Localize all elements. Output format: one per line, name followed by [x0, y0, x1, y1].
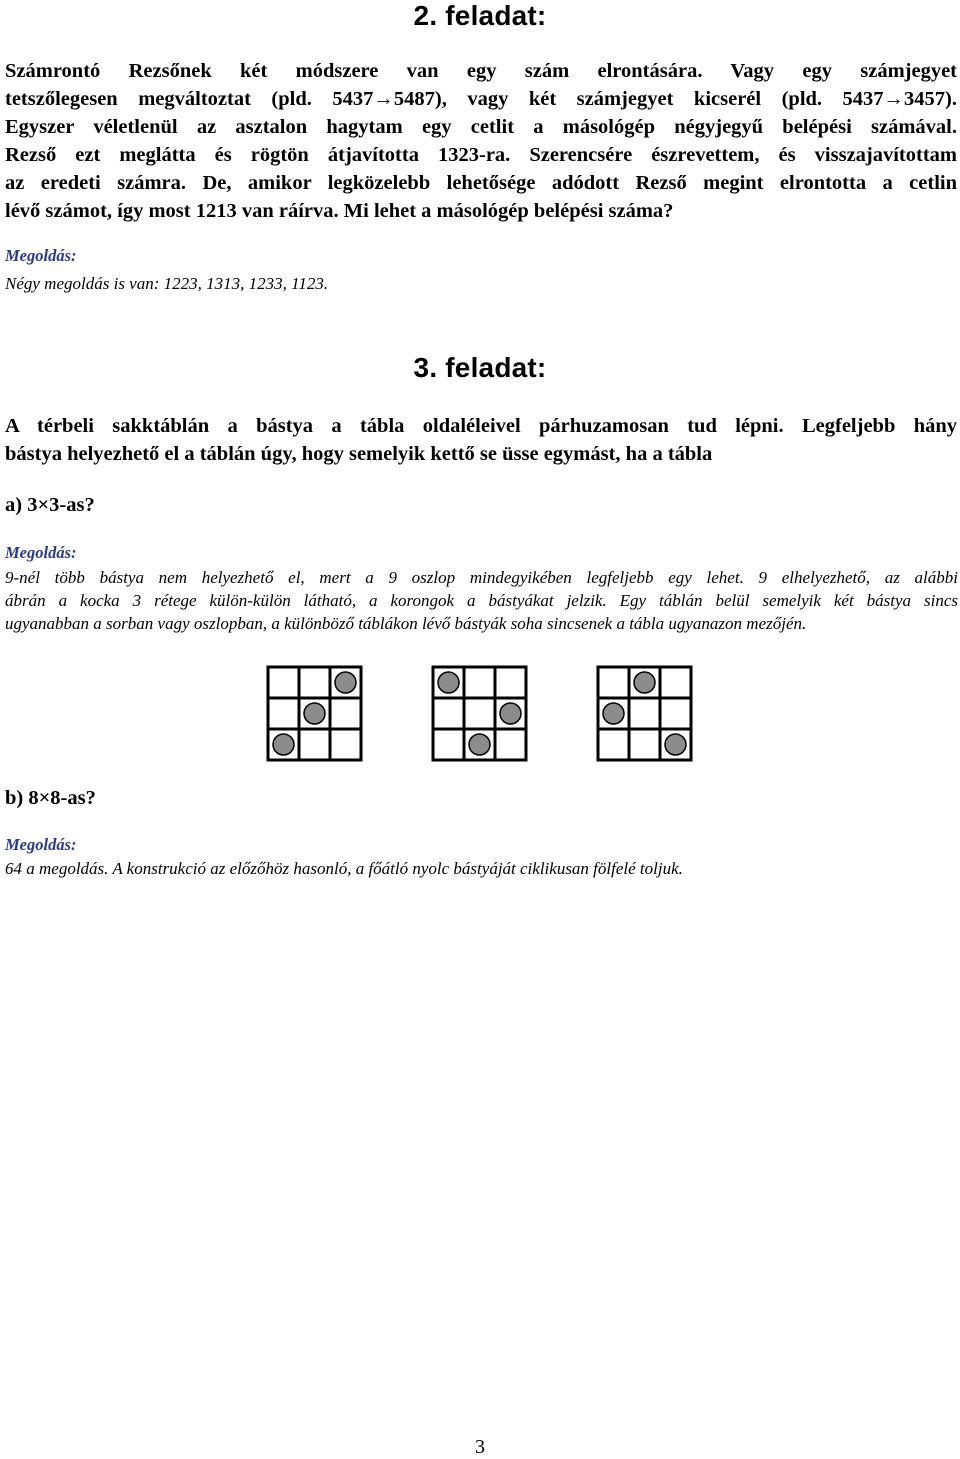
rook-piece — [335, 672, 356, 693]
part-a-solution-line: 9-nél több bástya nem helyezhető el, mert a 9 oszlop mindegyikében legfeljebb egy lehet. 9 elhelyezhető, az alábbi — [5, 568, 958, 587]
board-cell — [299, 729, 330, 760]
board-cell — [495, 667, 526, 698]
task2-line: lévő számot, így most 1213 van ráírva. Mi lehet a másológép belépési száma? — [5, 200, 674, 222]
layer-board-2 — [433, 667, 526, 760]
task3-line: bástya helyezhető el a táblán úgy, hogy semelyik kettő se üsse egymást, ha a tábla — [5, 443, 713, 465]
board-cell — [330, 698, 361, 729]
rook-piece — [438, 672, 459, 693]
task2-line: Egyszer véletlenül az asztalon hagytam egy cetlit a másológép négyjegyű belépési számával. — [5, 116, 957, 138]
board-cell — [433, 698, 464, 729]
part-b-question: b) 8×8-as? — [5, 787, 96, 809]
board-cell — [464, 698, 495, 729]
board-cell — [660, 698, 691, 729]
part-b-solution: 64 a megoldás. A konstrukció az előzőhöz hasonló, a főátló nyolc bástyáját ciklikusan fölfelé toljuk. — [5, 859, 683, 878]
task3-title: 3. feladat: — [413, 352, 547, 383]
task2-solution: Négy megoldás is van: 1223, 1313, 1233, 1123. — [5, 274, 329, 293]
part-a-solution-line: ábrán a kocka 3 rétege külön-külön látható, a korongok a bástyákat jelzik. Egy táblán belül semelyik két bástya sincs — [5, 591, 958, 610]
part-a-solution-label: Megoldás: — [5, 543, 77, 562]
rook-piece — [634, 672, 655, 693]
task2-line: tetszőlegesen megváltoztat (pld. 5437→5487), vagy két számjegyet kicserél (pld. 5437→3457). — [5, 88, 957, 110]
rook-piece — [273, 734, 294, 755]
rook-piece — [469, 734, 490, 755]
task2-solution-label: Megoldás: — [5, 246, 77, 265]
board-cell — [433, 729, 464, 760]
task3-line: A térbeli sakktáblán a bástya a tábla oldaléleivel párhuzamosan tud lépni. Legfeljebb hány — [5, 415, 957, 437]
board-cell — [495, 729, 526, 760]
task2-line: Rezső ezt meglátta és rögtön átjavította 1323-ra. Szerencsére észrevettem, és visszajavítottam — [5, 144, 957, 166]
board-cell — [660, 667, 691, 698]
rook-piece — [665, 734, 686, 755]
board-cell — [464, 667, 495, 698]
board-cell — [629, 729, 660, 760]
board-cell — [330, 729, 361, 760]
task2-line: Számrontó Rezsőnek két módszere van egy szám elrontására. Vagy egy számjegyet — [5, 60, 957, 82]
board-cell — [629, 698, 660, 729]
part-b-solution-label: Megoldás: — [5, 835, 77, 854]
layer-board-3 — [598, 667, 691, 760]
board-cell — [598, 729, 629, 760]
board-cell — [598, 667, 629, 698]
board-cell — [299, 667, 330, 698]
part-a-question: a) 3×3-as? — [5, 494, 95, 516]
rook-piece — [603, 703, 624, 724]
rook-piece — [500, 703, 521, 724]
board-cell — [268, 667, 299, 698]
task2-line: az eredeti számra. De, amikor legközelebb lehetősége adódott Rezső megint elrontotta a cetlin — [5, 172, 957, 194]
rook-piece — [304, 703, 325, 724]
layer-board-1 — [268, 667, 361, 760]
task2-title: 2. feladat: — [413, 0, 547, 31]
board-cell — [268, 698, 299, 729]
page-number: 3 — [475, 1436, 485, 1458]
part-a-solution-line: ugyanabban a sorban vagy oszlopban, a különböző táblákon lévő bástyák soha sincsenek a tábla ugyanazon mezőjén. — [5, 614, 807, 633]
